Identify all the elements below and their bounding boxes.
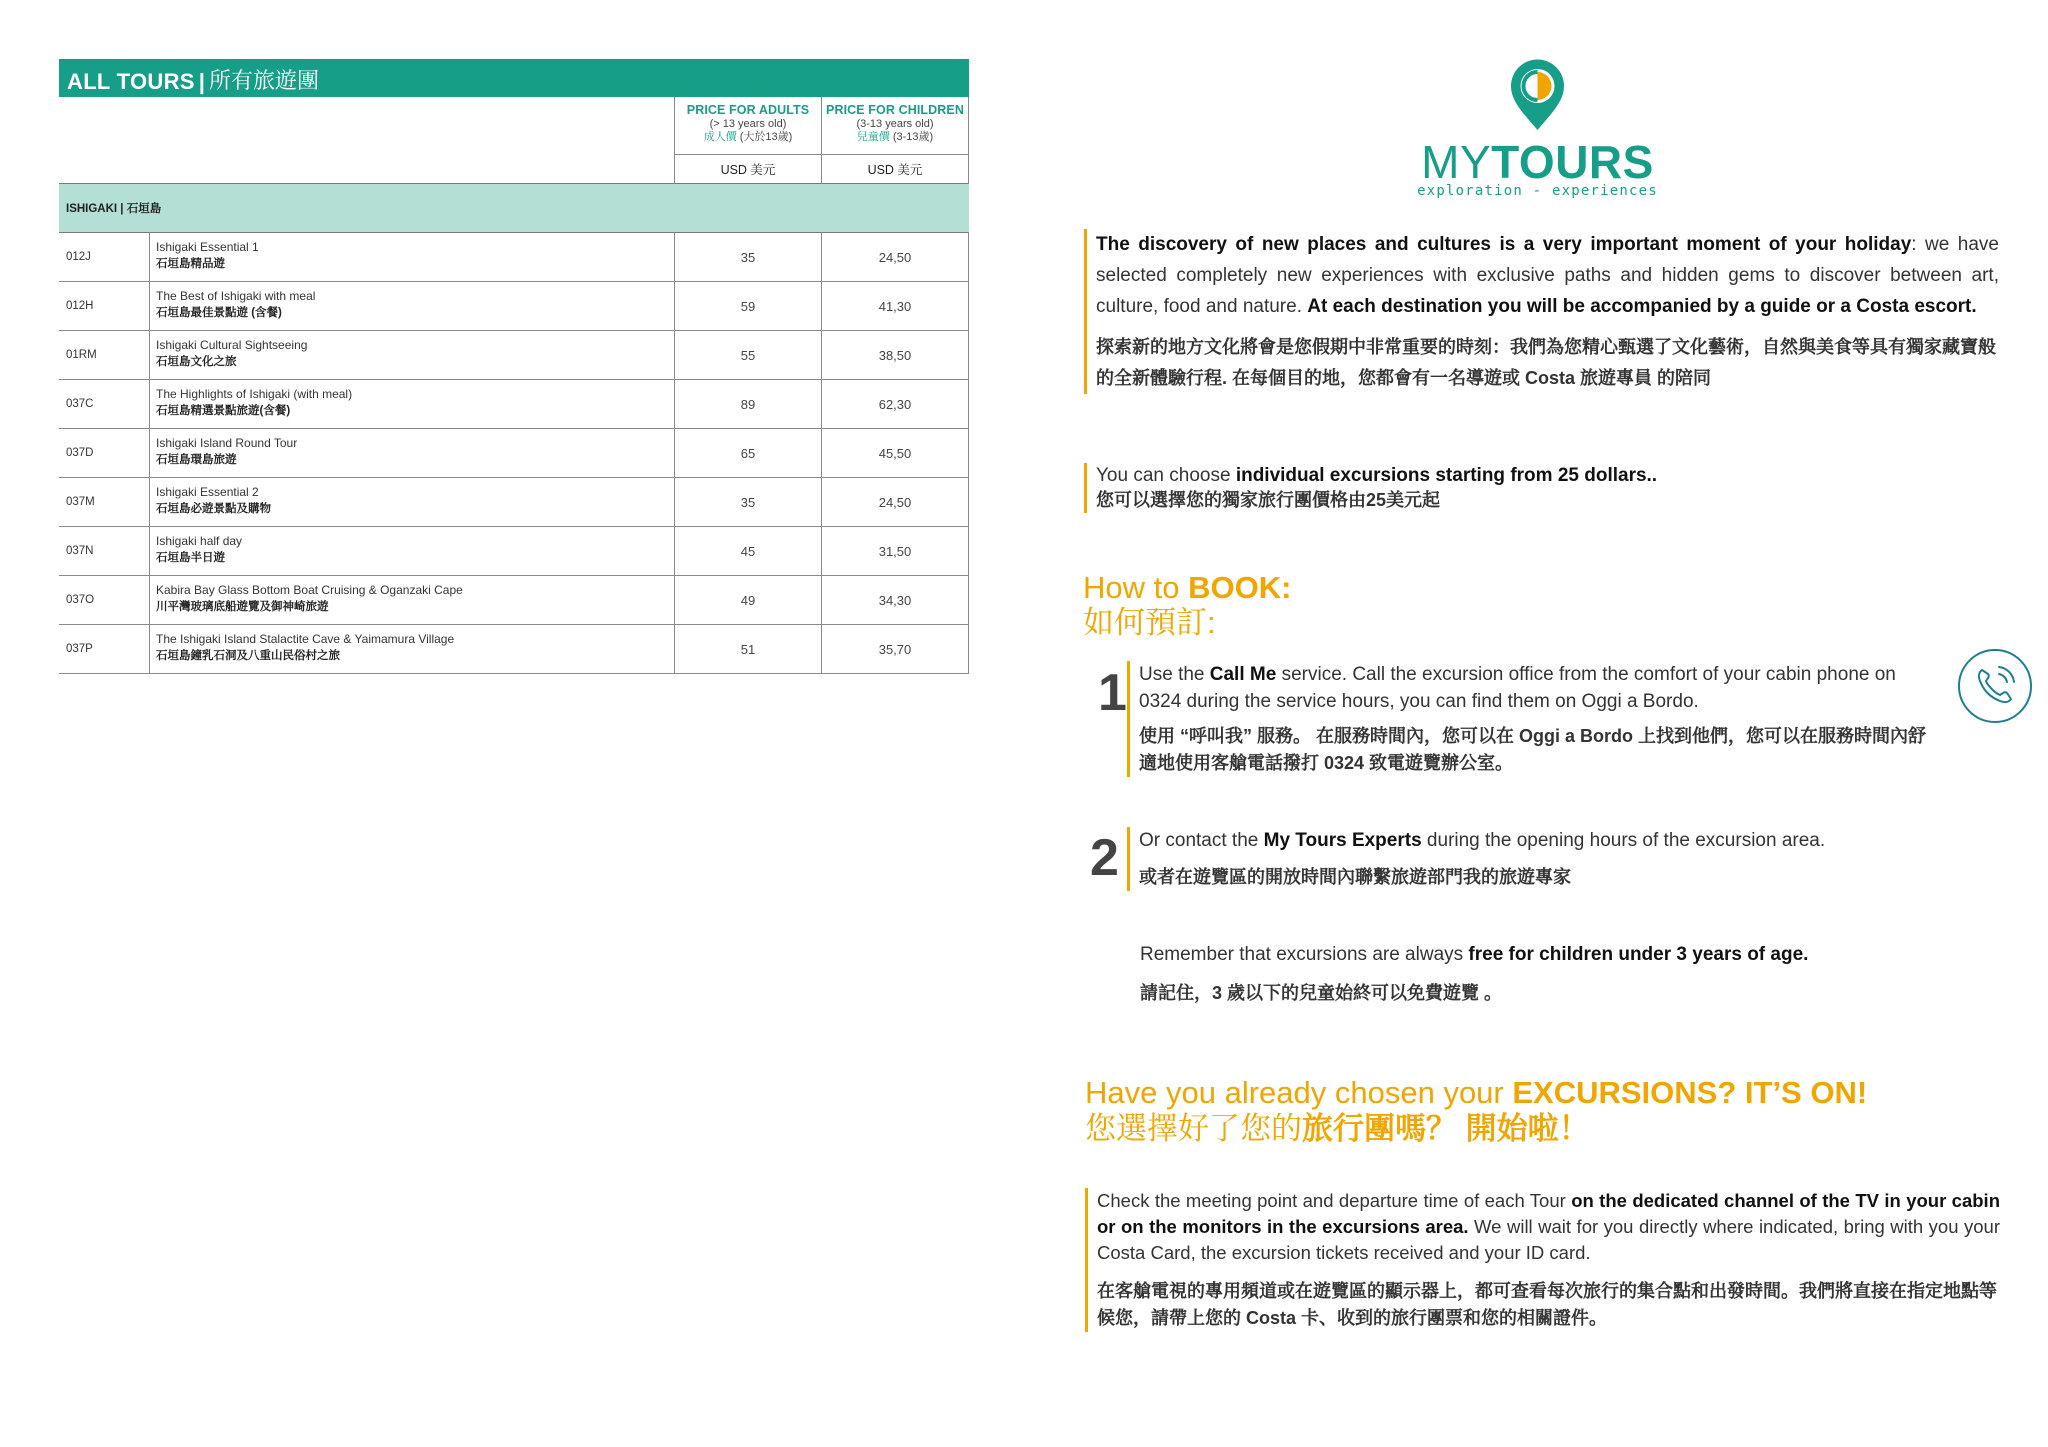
tour-name-en: Kabira Bay Glass Bottom Boat Cruising & Oganzaki Cape [156, 583, 463, 597]
adult-price: 89 [674, 380, 821, 428]
intro-zh-text: 探索新的地方文化將會是您假期中非常重要的時刻：我們為您精心甄選了文化藝術，自然與美食等具有獨家藏寶般的全新體驗行程. [1096, 337, 1996, 388]
tour-name-en: Ishigaki Essential 2 [156, 485, 259, 499]
excursions-title-zh-light: 您選擇好了您的 [1085, 1111, 1302, 1146]
step-1-en [1139, 661, 1942, 715]
child-price: 62,30 [821, 380, 969, 428]
tour-name-en: The Best of Ishigaki with meal [156, 289, 316, 303]
remember-zh: 請記住，3 歲以下的兒童始終可以免費遊覽 。 [1140, 983, 1503, 1003]
step-1-en-pre: Use the [1139, 664, 1210, 685]
child-price: 35,70 [821, 625, 969, 673]
tour-code: 037M [59, 478, 150, 526]
starting-price-en [1096, 463, 1984, 488]
table-row [59, 380, 969, 429]
location-pin-icon [1415, 55, 1660, 135]
tour-name-zh: 石垣島文化之旅 [156, 356, 237, 368]
step-2-en-pre: Or contact the [1139, 830, 1264, 851]
starting-price-en-bold: individual excursions starting from 25 dollars.. [1235, 465, 1658, 486]
adult-price-zh: 成人價 [703, 131, 737, 143]
adult-price: 55 [674, 331, 821, 379]
tour-code: 012H [59, 282, 150, 330]
table-row [59, 429, 969, 478]
intro-en-bold-2: At each destination you will be accompanied by a guide or a Costa escort. [1307, 296, 1977, 317]
child-age-range: (3-13 years old) [856, 118, 934, 130]
adult-price: 65 [674, 429, 821, 477]
table-row [59, 625, 969, 674]
child-currency: USD 美元 [867, 163, 923, 177]
tour-name-zh: 石垣島必遊景點及購物 [156, 503, 271, 515]
adult-currency: USD 美元 [720, 163, 776, 177]
tour-name-en: Ishigaki Island Round Tour [156, 436, 298, 450]
how-to-book-title-light: How to [1083, 570, 1189, 605]
starting-price-en-text: You can choose [1096, 465, 1236, 486]
adult-price: 45 [674, 527, 821, 575]
table-row [59, 478, 969, 527]
step-1-en-post: service. Call the excursion office from the comfort of your cabin phone on 0324 during the service hours, you can find them on Oggi a Bordo. [1139, 664, 1896, 712]
tour-code: 012J [59, 233, 150, 281]
tour-code: 037C [59, 380, 150, 428]
tour-code: 037D [59, 429, 150, 477]
column-headers [59, 97, 969, 184]
how-to-book-title-zh: 如何預訂: [1083, 605, 1216, 640]
step-2-en-post: during the opening hours of the excursion area. [1421, 830, 1826, 851]
excursions-title-zh-bold: 旅行團嗎？ 開始啦！ [1302, 1111, 1590, 1146]
table-title-zh: 所有旅遊團 [208, 68, 319, 93]
table-title-separator: | [198, 69, 205, 94]
remember-en [1140, 940, 1960, 970]
adult-age-zh: (大於13歲) [739, 131, 793, 143]
tour-name-en: Ishigaki half day [156, 534, 243, 548]
step-1 [1127, 661, 1942, 777]
meeting-point-en-pre: Check the meeting point and departure time of each Tour [1097, 1190, 1572, 1211]
step-2-zh: 或者在遊覽區的開放時間內聯繫旅遊部門我的旅遊專家 [1139, 867, 1571, 887]
tour-name-zh: 石垣島鐘乳石洞及八重山民俗村之旅 [156, 650, 340, 662]
child-price-zh: 兒童價 [856, 131, 890, 143]
intro-en-text: : we have selected completely new experiences with exclusive paths and hidden gems to discover between art, culture, food and nature. [1096, 234, 1999, 317]
tours-table [59, 59, 969, 674]
child-price: 24,50 [821, 233, 969, 281]
starting-price-block [1084, 463, 1984, 513]
intro-zh-bold: 在每個目的地，您都會有一名導遊或 Costa 旅遊專員 的陪同 [1232, 368, 1712, 388]
tour-name-zh: 石垣島最佳景點遊 (含餐) [156, 307, 282, 319]
child-price: 38,50 [821, 331, 969, 379]
tour-code: 01RM [59, 331, 150, 379]
tour-code: 037O [59, 576, 150, 624]
step-1-zh: 使用 “呼叫我” 服務。 在服務時間內，您可以在 Oggi a Bordo 上找到他們，您可以在服務時間內舒適地使用客艙電話撥打 0324 致電遊覽辦公室。 [1139, 726, 1926, 773]
remember-note [1140, 940, 1960, 1009]
child-price: 41,30 [821, 282, 969, 330]
intro-zh [1096, 332, 1999, 394]
region-row: ISHIGAKI | 石垣島 [59, 184, 969, 233]
table-row [59, 233, 969, 282]
logo-text-tours: TOURS [1491, 136, 1654, 188]
tour-name-zh: 石垣島環島旅遊 [156, 454, 237, 466]
tour-name-en: The Highlights of Ishigaki (with meal) [156, 387, 353, 401]
starting-price-zh: 您可以選擇您的獨家旅行團價格由25美元起 [1096, 490, 1441, 510]
logo-text-my: MY [1421, 136, 1492, 188]
child-price: 45,50 [821, 429, 969, 477]
how-to-book-title [1083, 570, 1291, 640]
logo-wordmark [1415, 135, 1660, 189]
adult-price-column-header [674, 97, 821, 183]
excursions-title-light: Have you already chosen your [1085, 1075, 1513, 1110]
adult-price: 59 [674, 282, 821, 330]
adult-price: 35 [674, 478, 821, 526]
excursions-title [1085, 1075, 1867, 1147]
child-price: 34,30 [821, 576, 969, 624]
table-row [59, 576, 969, 625]
meeting-point-en-bold: on the dedicated channel of the TV in your cabin or on the monitors in the excursions area. [1097, 1190, 2000, 1237]
adult-price: 51 [674, 625, 821, 673]
table-title-en: ALL TOURS [67, 69, 195, 94]
mytours-logo [1415, 55, 1660, 200]
excursions-title-bold: EXCURSIONS? IT’S ON! [1512, 1075, 1868, 1110]
tour-name-zh: 石垣島精品遊 [156, 258, 225, 270]
step-1-number: 1 [1098, 664, 1127, 722]
logo-tagline: exploration - experiences [1417, 183, 1658, 199]
meeting-point-en-post: We will wait for you directly where indicated, bring with you your Costa Card, the excursion tickets received and your ID card. [1097, 1216, 2000, 1263]
tour-rows [59, 233, 969, 674]
tour-name-en: The Ishigaki Island Stalactite Cave & Yaimamura Village [156, 632, 455, 646]
step-2 [1127, 827, 1942, 891]
adult-age-range: (> 13 years old) [709, 118, 787, 130]
adult-price: 35 [674, 233, 821, 281]
meeting-point-en [1097, 1188, 2000, 1266]
child-price: 31,50 [821, 527, 969, 575]
meeting-point-zh: 在客艙電視的專用頻道或在遊覽區的顯示器上，都可查看每次旅行的集合點和出發時間。我們將直接在指定地點等候您，請帶上您的 Costa 卡、收到的旅行團票和您的相關證件。 [1097, 1281, 1997, 1328]
intro-en [1096, 229, 1999, 322]
phone-icon [1957, 648, 2033, 724]
table-row [59, 282, 969, 331]
intro-block [1084, 229, 1999, 394]
tour-name-zh: 川平灣玻璃底船遊覽及御神崎旅遊 [156, 601, 329, 613]
tour-name-en: Ishigaki Cultural Sightseeing [156, 338, 308, 352]
child-price: 24,50 [821, 478, 969, 526]
tour-code: 037N [59, 527, 150, 575]
tour-code: 037P [59, 625, 150, 673]
step-2-en-bold: My Tours Experts [1263, 830, 1422, 851]
table-header [59, 59, 969, 97]
meeting-point-block [1085, 1188, 2000, 1332]
child-age-zh: (3-13歲) [892, 131, 934, 143]
step-1-en-bold: Call Me [1209, 664, 1277, 685]
adult-price-title: PRICE FOR ADULTS [686, 103, 810, 117]
tour-name-zh: 石垣島精選景點旅遊(含餐) [156, 405, 291, 417]
remember-en-bold: free for children under 3 years of age. [1468, 944, 1809, 965]
tour-name-en: Ishigaki Essential 1 [156, 240, 259, 254]
table-row [59, 527, 969, 576]
step-2-en [1139, 827, 1942, 854]
adult-price: 49 [674, 576, 821, 624]
intro-en-bold-1: The discovery of new places and cultures is a very important moment of your holiday [1096, 234, 1912, 255]
child-price-column-header [821, 97, 969, 183]
how-to-book-title-bold: BOOK: [1188, 570, 1292, 605]
remember-en-pre: Remember that excursions are always [1140, 944, 1469, 965]
table-row [59, 331, 969, 380]
child-price-title: PRICE FOR CHILDREN [826, 103, 964, 117]
tour-name-zh: 石垣島半日遊 [156, 552, 225, 564]
step-2-number: 2 [1090, 829, 1119, 887]
